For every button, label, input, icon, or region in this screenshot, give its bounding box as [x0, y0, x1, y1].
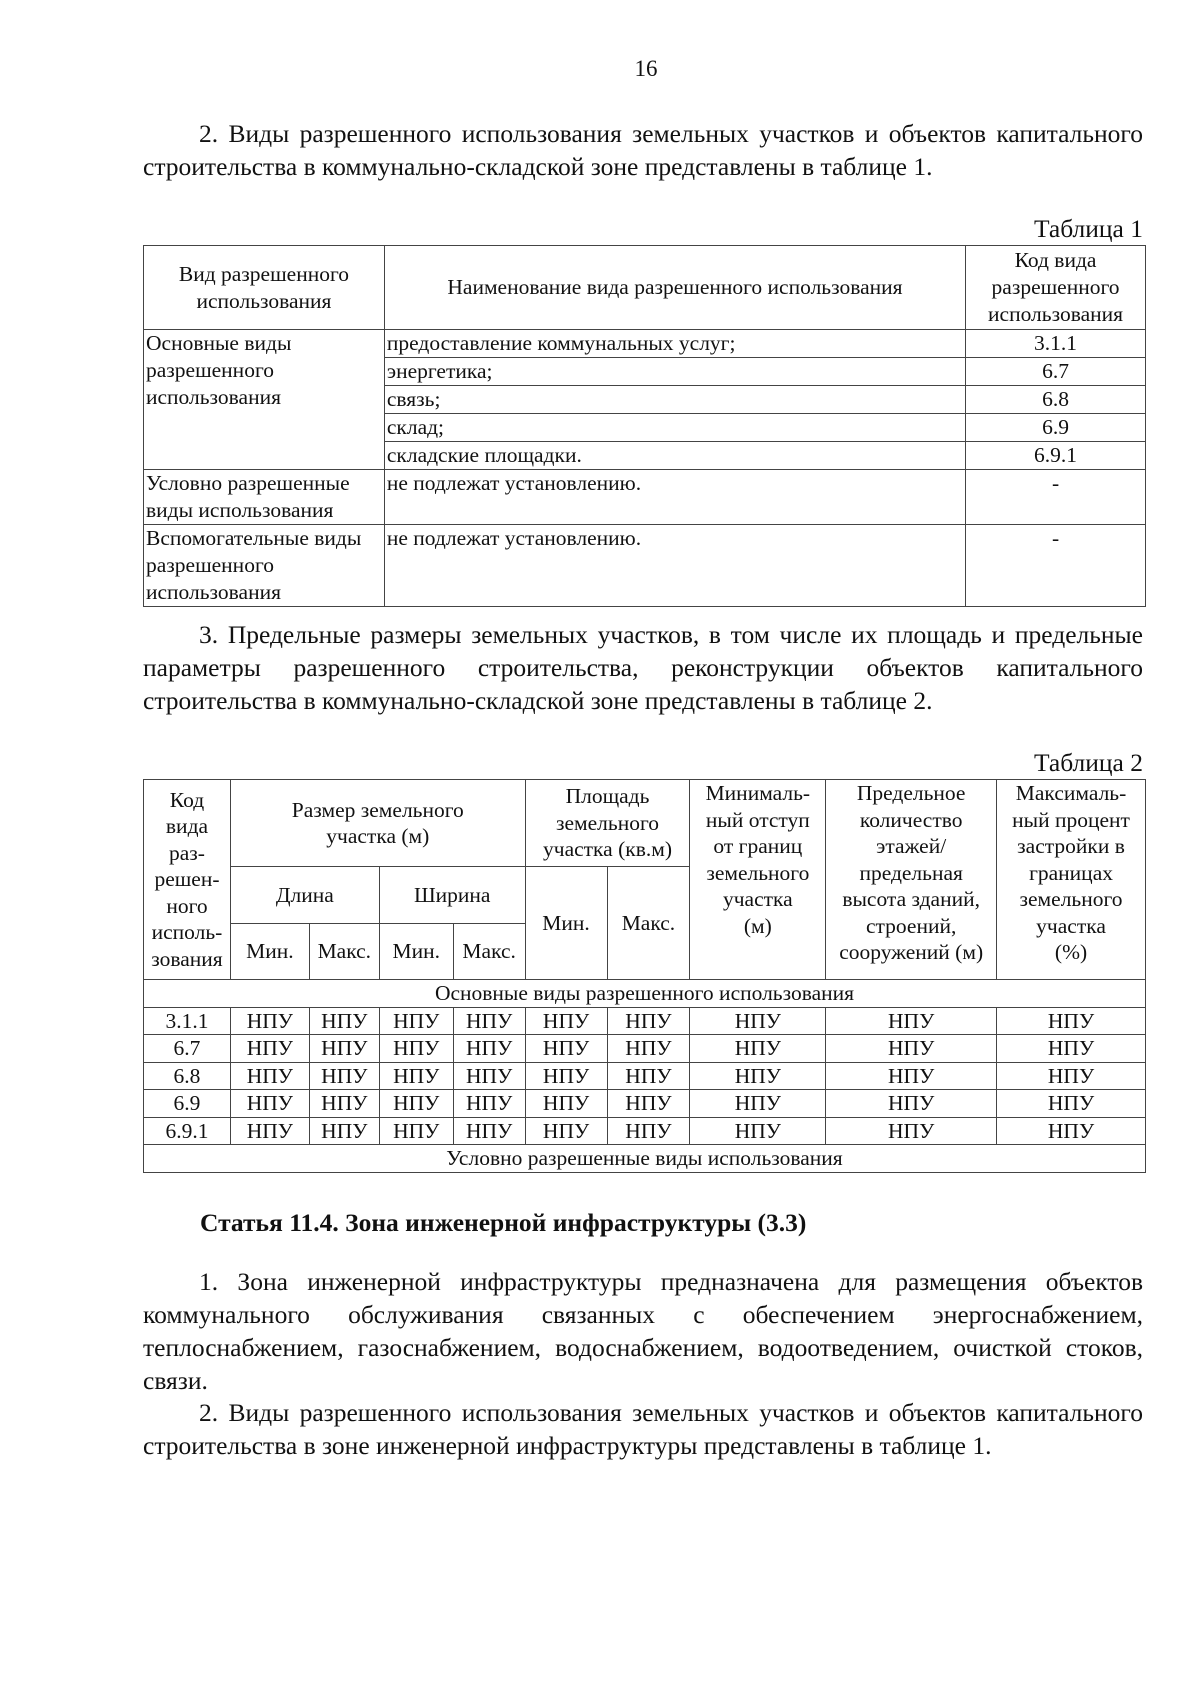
t2-cell: НПУ: [997, 1035, 1146, 1063]
t2-cell: НПУ: [453, 1035, 525, 1063]
paragraph-table2-intro: 3. Предельные размеры земельных участков, в том числе их площадь и предельные параметры разрешенного строительства, реконструкции объектов капитального строительства в коммунально-складской зоне представлены в таблице 2.: [143, 620, 1143, 715]
t2-data-row: [144, 1007, 1146, 1035]
t2-cell: 6.7: [144, 1035, 231, 1063]
t2-cell: 6.9.1: [144, 1117, 231, 1145]
t2-cell: НПУ: [230, 1090, 309, 1118]
t2-cell: НПУ: [826, 1117, 997, 1145]
t2-cell: НПУ: [525, 1117, 607, 1145]
t2-cell: НПУ: [607, 1117, 690, 1145]
t2-cell: НПУ: [230, 1035, 309, 1063]
t2-cell: НПУ: [230, 1007, 309, 1035]
t2-cell: НПУ: [309, 1007, 379, 1035]
table-2-limits: [143, 779, 1146, 1173]
t2-cell: НПУ: [230, 1062, 309, 1090]
t1-use-name: склад;: [384, 414, 965, 442]
t1-group-conditional: Условно разрешенные виды использования: [144, 470, 385, 525]
t2-cell: НПУ: [607, 1035, 690, 1063]
t2-cell: НПУ: [453, 1007, 525, 1035]
t1-group-auxiliary: Вспомогательные виды разрешенного использования: [144, 525, 385, 607]
t2-header-width-min: Мин.: [379, 924, 453, 980]
t1-conditional-code: -: [966, 470, 1146, 525]
t2-cell: НПУ: [525, 1090, 607, 1118]
t2-header-area-max: Макс.: [607, 867, 690, 980]
t1-use-code: 6.9.1: [966, 442, 1146, 470]
t2-cell: НПУ: [607, 1090, 690, 1118]
t2-cell: НПУ: [607, 1007, 690, 1035]
t2-data-row: [144, 1062, 1146, 1090]
t1-use-code: 6.9: [966, 414, 1146, 442]
table-1-permitted-uses: [143, 245, 1146, 607]
t1-header-code: Код вида разрешенного использования: [966, 246, 1146, 330]
t2-cell: НПУ: [826, 1062, 997, 1090]
t2-header-length: Длина: [230, 867, 379, 924]
paragraph-zone-purpose: 1. Зона инженерной инфраструктуры предназначена для размещения объектов коммунального обслуживания связанных с обеспечением энергоснабжением, теплоснабжением, газоснабжением, водоснабжением, водоотведением, очисткой стоков, связи.: [143, 1267, 1143, 1395]
t2-header-plot-area: Площадь земельного участка (кв.м): [525, 780, 690, 867]
t2-cell: НПУ: [309, 1117, 379, 1145]
t1-use-code: 6.8: [966, 386, 1146, 414]
t2-cell: НПУ: [379, 1035, 453, 1063]
t2-data-row: [144, 1090, 1146, 1118]
t2-header-floors: Предельное количество этажей/ предельная высота зданий, строений, сооружений (м): [826, 780, 997, 980]
t1-use-name: связь;: [384, 386, 965, 414]
t2-cell: НПУ: [525, 1007, 607, 1035]
t2-cell: НПУ: [690, 1035, 826, 1063]
t2-cell: НПУ: [309, 1090, 379, 1118]
t2-cell: НПУ: [309, 1062, 379, 1090]
table2-caption: Таблица 2: [1033, 748, 1143, 777]
t1-conditional-name: не подлежат установлению.: [384, 470, 965, 525]
t1-use-code: 3.1.1: [966, 330, 1146, 358]
t2-cell: НПУ: [453, 1117, 525, 1145]
t2-header-max-percent: Максималь- ный процент застройки в границах земельного участка (%): [997, 780, 1146, 980]
t2-header-plot-size: Размер земельного участка (м): [230, 780, 525, 867]
t1-group-main: Основные виды разрешенного использования: [144, 330, 385, 470]
article-heading: Статья 11.4. Зона инженерной инфраструктуры (3.3): [200, 1208, 807, 1237]
t2-header-length-max: Макс.: [309, 924, 379, 980]
t2-cell: НПУ: [690, 1117, 826, 1145]
t2-cell: НПУ: [826, 1035, 997, 1063]
t2-cell: 3.1.1: [144, 1007, 231, 1035]
t2-cell: НПУ: [379, 1117, 453, 1145]
paragraph-table1-intro: 2. Виды разрешенного использования земельных участков и объектов капитального строительства в коммунально-складской зоне представлены в таблице 1.: [143, 119, 1143, 181]
t2-cell: НПУ: [379, 1090, 453, 1118]
t2-cell: НПУ: [379, 1062, 453, 1090]
t2-cell: НПУ: [826, 1090, 997, 1118]
t1-use-name: складские площадки.: [384, 442, 965, 470]
t2-data-row: [144, 1117, 1146, 1145]
t2-cell: 6.8: [144, 1062, 231, 1090]
t2-cell: НПУ: [525, 1062, 607, 1090]
t2-cell: НПУ: [453, 1090, 525, 1118]
t2-cell: НПУ: [379, 1007, 453, 1035]
t1-header-type: Вид разрешенного использования: [144, 246, 385, 330]
t2-cell: НПУ: [997, 1007, 1146, 1035]
t2-header-code: Код вида раз- решен- ного исполь- зования: [144, 780, 231, 980]
t1-use-name: энергетика;: [384, 358, 965, 386]
t2-cell: НПУ: [997, 1117, 1146, 1145]
paragraph-zone-table-intro: 2. Виды разрешенного использования земельных участков и объектов капитального строительства в зоне инженерной инфраструктуры представлены в таблице 1.: [143, 1398, 1143, 1460]
t2-cell: НПУ: [997, 1062, 1146, 1090]
t2-header-min-offset: Минималь- ный отступ от границ земельного участка (м): [690, 780, 826, 980]
page-number: 16: [634, 56, 658, 81]
t2-cell: НПУ: [607, 1062, 690, 1090]
t2-header-width: Ширина: [379, 867, 525, 924]
t2-cell: НПУ: [525, 1035, 607, 1063]
t2-header-width-max: Макс.: [453, 924, 525, 980]
t1-use-name: предоставление коммунальных услуг;: [384, 330, 965, 358]
t1-header-name: Наименование вида разрешенного использования: [384, 246, 965, 330]
t2-cell: НПУ: [230, 1117, 309, 1145]
t2-cell: НПУ: [690, 1062, 826, 1090]
t2-header-area-min: Мин.: [525, 867, 607, 980]
t1-auxiliary-name: не подлежат установлению.: [384, 525, 965, 607]
t2-cell: 6.9: [144, 1090, 231, 1118]
t2-cell: НПУ: [453, 1062, 525, 1090]
table1-caption: Таблица 1: [1033, 214, 1143, 243]
t2-cell: НПУ: [997, 1090, 1146, 1118]
t2-section-conditional: Условно разрешенные виды использования: [144, 1145, 1146, 1173]
t2-cell: НПУ: [690, 1007, 826, 1035]
t2-section-main: Основные виды разрешенного использования: [144, 980, 1146, 1008]
t2-cell: НПУ: [826, 1007, 997, 1035]
t1-auxiliary-code: -: [966, 525, 1146, 607]
t2-cell: НПУ: [309, 1035, 379, 1063]
t2-cell: НПУ: [690, 1090, 826, 1118]
t2-data-row: [144, 1035, 1146, 1063]
t2-header-length-min: Мин.: [230, 924, 309, 980]
t1-use-code: 6.7: [966, 358, 1146, 386]
